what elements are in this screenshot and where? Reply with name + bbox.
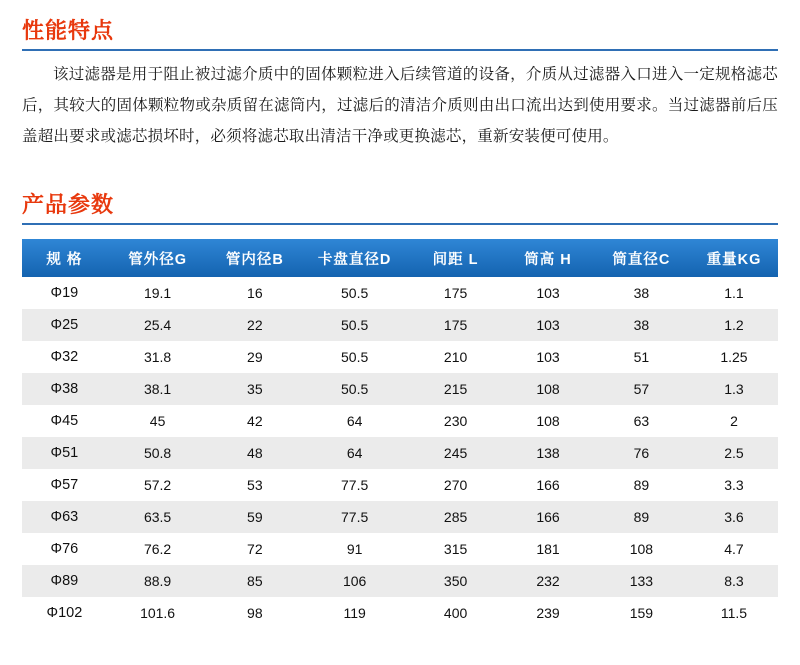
- cell-spacing: 215: [443, 381, 468, 397]
- cell-spec: Φ102: [46, 605, 83, 621]
- parameters-heading: 产品参数: [22, 192, 115, 217]
- cell-spacing: 245: [443, 445, 468, 461]
- cell-barrel-diameter: 76: [633, 445, 650, 461]
- cell-barrel-height: 232: [536, 573, 560, 589]
- cell-weight: 3.3: [724, 477, 744, 493]
- cell-outer-diameter: 101.6: [140, 605, 176, 621]
- cell-spec: Φ89: [50, 573, 79, 589]
- cell-spacing: 315: [443, 541, 468, 557]
- table-row: [22, 373, 778, 405]
- cell-outer-diameter: 38.1: [143, 381, 172, 397]
- parameters-heading-rule: [22, 223, 778, 225]
- cell-weight: 11.5: [720, 605, 748, 621]
- cell-inner-diameter: 53: [247, 477, 263, 493]
- cell-outer-diameter: 88.9: [143, 573, 172, 589]
- column-header-spacing: 间距 L: [408, 239, 503, 277]
- cell-chuck-diameter: 50.5: [341, 317, 369, 333]
- cell-outer-diameter: 31.8: [143, 349, 172, 365]
- column-header-outer-diameter: 管外径G: [107, 239, 209, 277]
- cell-inner-diameter: 42: [247, 413, 263, 429]
- cell-inner-diameter: 16: [247, 285, 263, 301]
- cell-inner-diameter: 59: [247, 509, 263, 525]
- cell-outer-diameter: 25.4: [143, 317, 172, 333]
- cell-outer-diameter: 19.1: [143, 285, 172, 301]
- features-paragraph: 该过滤器是用于阻止被过滤介质中的固体颗粒进入后续管道的设备，介质从过滤器入口进入一定规格滤芯后，其较大的固体颗粒物或杂质留在滤筒内，过滤后的清洁介质则由出口流出达到使用要求。当过滤器前后压盖超出要求或滤芯损坏时，必须将滤芯取出清洁干净或更换滤芯，重新安装便可使用。: [22, 66, 778, 145]
- cell-spec: Φ19: [50, 285, 79, 301]
- cell-spacing: 175: [443, 317, 468, 333]
- cell-barrel-diameter: 159: [629, 605, 654, 621]
- cell-weight: 1.1: [724, 285, 744, 301]
- cell-weight: 2.5: [724, 445, 744, 461]
- cell-chuck-diameter: 91: [346, 541, 363, 557]
- table-head: [22, 239, 778, 277]
- cell-outer-diameter: 57.2: [143, 477, 172, 493]
- cell-spacing: 175: [443, 285, 468, 301]
- cell-inner-diameter: 35: [247, 381, 263, 397]
- cell-barrel-height: 108: [536, 413, 560, 429]
- cell-barrel-diameter: 108: [629, 541, 654, 557]
- cell-barrel-diameter: 89: [633, 477, 650, 493]
- cell-barrel-height: 181: [536, 541, 560, 557]
- cell-barrel-height: 138: [536, 445, 560, 461]
- cell-spec: Φ57: [50, 477, 79, 493]
- cell-inner-diameter: 72: [247, 541, 263, 557]
- cell-spec: Φ76: [50, 541, 79, 557]
- column-header-barrel-height: 筒高 H: [503, 239, 593, 277]
- cell-outer-diameter: 63.5: [143, 509, 172, 525]
- cell-inner-diameter: 29: [247, 349, 263, 365]
- table-header-row: [22, 239, 778, 277]
- cell-chuck-diameter: 50.5: [341, 349, 369, 365]
- cell-barrel-diameter: 89: [633, 509, 650, 525]
- specification-table: [22, 239, 778, 629]
- table-row: [22, 405, 778, 437]
- cell-weight: 8.3: [724, 573, 744, 589]
- cell-weight: 2: [730, 413, 738, 429]
- cell-spacing: 400: [443, 605, 468, 621]
- cell-spec: Φ63: [50, 509, 79, 525]
- cell-barrel-diameter: 63: [633, 413, 650, 429]
- features-heading-rule: [22, 49, 778, 51]
- cell-spec: Φ25: [50, 317, 79, 333]
- cell-spec: Φ51: [50, 445, 79, 461]
- cell-outer-diameter: 50.8: [143, 445, 172, 461]
- cell-barrel-diameter: 38: [633, 317, 650, 333]
- cell-outer-diameter: 45: [149, 413, 166, 429]
- cell-inner-diameter: 48: [247, 445, 263, 461]
- cell-weight: 1.3: [724, 381, 744, 397]
- cell-weight: 3.6: [724, 509, 744, 525]
- cell-chuck-diameter: 50.5: [341, 285, 369, 301]
- cell-barrel-height: 166: [536, 509, 560, 525]
- cell-barrel-diameter: 38: [633, 285, 650, 301]
- cell-weight: 1.2: [724, 317, 744, 333]
- column-header-weight: 重量KG: [690, 239, 778, 277]
- column-header-spec: 规 格: [22, 239, 107, 277]
- cell-barrel-height: 103: [536, 285, 560, 301]
- cell-barrel-height: 239: [536, 605, 560, 621]
- cell-chuck-diameter: 77.5: [341, 509, 369, 525]
- table-row: [22, 501, 778, 533]
- cell-barrel-height: 103: [536, 349, 560, 365]
- cell-barrel-height: 103: [536, 317, 560, 333]
- cell-chuck-diameter: 106: [342, 573, 367, 589]
- table-row: [22, 341, 778, 373]
- cell-barrel-diameter: 51: [633, 349, 650, 365]
- cell-spec: Φ45: [50, 413, 79, 429]
- cell-spec: Φ32: [50, 349, 79, 365]
- features-heading: 性能特点: [22, 18, 115, 43]
- column-header-inner-diameter: 管内径B: [208, 239, 301, 277]
- cell-barrel-height: 166: [536, 477, 560, 493]
- cell-chuck-diameter: 119: [343, 605, 366, 621]
- cell-spacing: 230: [443, 413, 468, 429]
- cell-weight: 1.25: [720, 349, 748, 365]
- cell-outer-diameter: 76.2: [143, 541, 172, 557]
- cell-chuck-diameter: 77.5: [341, 477, 369, 493]
- cell-chuck-diameter: 64: [346, 413, 363, 429]
- table-row: [22, 437, 778, 469]
- cell-spacing: 350: [443, 573, 468, 589]
- cell-barrel-diameter: 133: [629, 573, 654, 589]
- column-header-barrel-diameter: 筒直径C: [593, 239, 690, 277]
- table-row: [22, 597, 778, 629]
- cell-barrel-height: 108: [536, 381, 560, 397]
- table-body: [22, 277, 778, 629]
- cell-spec: Φ38: [50, 381, 79, 397]
- cell-inner-diameter: 22: [247, 317, 263, 333]
- cell-inner-diameter: 85: [247, 573, 263, 589]
- table-row: [22, 277, 778, 309]
- cell-chuck-diameter: 50.5: [341, 381, 369, 397]
- cell-chuck-diameter: 64: [346, 445, 363, 461]
- table-row: [22, 309, 778, 341]
- cell-spacing: 285: [443, 509, 468, 525]
- table-row: [22, 469, 778, 501]
- cell-spacing: 270: [443, 477, 468, 493]
- table-row: [22, 565, 778, 597]
- cell-spacing: 210: [443, 349, 468, 365]
- cell-inner-diameter: 98: [247, 605, 263, 621]
- cell-weight: 4.7: [724, 541, 744, 557]
- column-header-chuck-diameter: 卡盘直径D: [301, 239, 408, 277]
- table-row: [22, 533, 778, 565]
- cell-barrel-diameter: 57: [633, 381, 650, 397]
